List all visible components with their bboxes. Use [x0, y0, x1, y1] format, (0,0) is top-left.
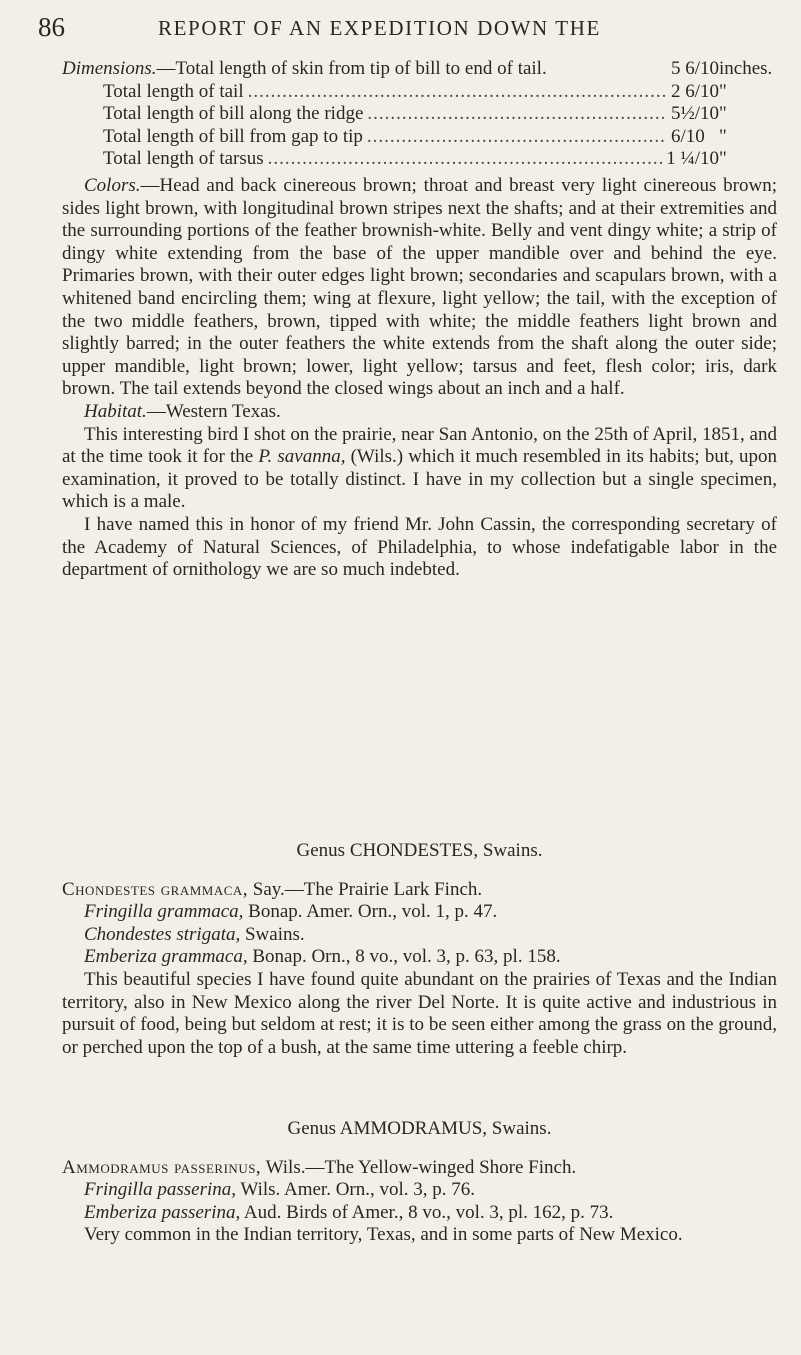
dimension-text: Total length of tarsus: [103, 148, 264, 170]
dimension-text: Total length of bill from gap to tip: [103, 125, 363, 147]
species-description: Very common in the Indian territory, Texas, and in some parts of New Mexico.: [84, 1224, 683, 1246]
synonym-reference: Swains.: [240, 923, 305, 945]
dimension-text: Total length of bill along the ridge: [103, 103, 364, 125]
synonym-reference: Bonap. Orn., 8 vo., vol. 3, p. 63, pl. 158.: [247, 946, 561, 968]
habitat-paragraph: [62, 401, 777, 424]
species-name: Ammodramus passerinus,: [62, 1156, 262, 1178]
synonym-name: Emberiza grammaca,: [84, 946, 248, 968]
dimensions-label: Dimensions.: [62, 58, 157, 79]
page-number: 86: [38, 12, 65, 42]
page-header: [38, 8, 761, 42]
dimensions-table: [62, 58, 777, 171]
dimension-row: [62, 58, 777, 81]
dimension-value: 5 6/10: [670, 58, 719, 79]
dot-leader: [268, 148, 663, 171]
dimension-row: [62, 103, 777, 126]
dimension-value: 5½/10: [670, 103, 719, 125]
habitat-text: —Western Texas.: [146, 400, 281, 422]
synonym-reference: Wils. Amer. Orn., vol. 3, p. 76.: [236, 1179, 476, 1201]
synonym-entry: [84, 946, 777, 969]
species-entry: [62, 879, 777, 902]
dimension-unit: ": [719, 80, 727, 102]
species-name: Chondestes grammaca,: [62, 878, 249, 900]
colors-label: Colors.: [84, 175, 141, 196]
dimension-unit: inches.: [719, 58, 773, 79]
dimension-unit: ": [719, 125, 727, 147]
observation-text-start: This interesting bird I shot on the prairie, near San Antonio, on the 25th of April, 1851, and at the time took it for the: [62, 423, 777, 468]
synonym-name: Fringilla passerina,: [84, 1179, 237, 1201]
synonym-entry: [84, 901, 777, 924]
synonym-name: Emberiza passerina,: [84, 1201, 241, 1223]
colors-text: —Head and back cinereous brown; throat and breast very light cinereous brown; sides light brown, with longitudinal brown stripes next the shafts; and at their extremities and the surrounding portions of the feather brownish-white. Belly and vent dingy white; a strip of dingy white extending from the base of the upper mandible over and behind the eye. Primaries brown, with their outer edges light brown; secondaries and scapulars brown, with a whitened band encircling them; wing at flexure, light yellow; the tail, with the exception of the two middle feathers, brown, tipped with white; the middle feathers light brown and slightly barred; in the outer feathers the white extends from the shaft along the outer side; upper mandible, light brown; lower, light yellow; tarsus and feet, flesh color; iris, dark brown. The tail extends beyond the closed wings about an inch and a half.: [62, 175, 777, 400]
dimension-row: [62, 126, 777, 149]
dimension-row: [62, 148, 777, 171]
dimension-label-row: [62, 58, 547, 81]
dimension-text: Total length of tail: [103, 80, 244, 102]
synonym-name: Chondestes strigata,: [84, 923, 241, 945]
dimension-unit: ": [719, 148, 727, 170]
dimension-value: 1 ¼/10: [666, 148, 719, 170]
synonym-entry: [84, 1202, 777, 1225]
dimension-row: [62, 81, 777, 104]
species-entry: [62, 1157, 777, 1180]
observation-paragraph: [62, 424, 777, 514]
genus-chondestes-section: [62, 840, 777, 1059]
genus-ammodramus-section: [62, 1118, 777, 1247]
genus-heading: Genus AMMODRAMUS, Swains.: [287, 1118, 552, 1139]
genus-heading: Genus CHONDESTES, Swains.: [296, 840, 543, 861]
species-common-name: Wils.—The Yellow-winged Shore Finch.: [261, 1156, 577, 1178]
synonym-reference: Aud. Birds of Amer., 8 vo., vol. 3, pl. 162, p. 73.: [240, 1201, 614, 1223]
dimension-value: 6/10: [671, 125, 705, 147]
species-reference: P. savanna,: [258, 446, 346, 468]
dimension-text: —Total length of skin from tip of bill to end of tail.: [156, 58, 547, 79]
dedication-paragraph: I have named this in honor of my friend Mr. John Cassin, the corresponding secretary of the Academy of Natural Sciences, of Philadelphia, to whose indefatigable labor in the department of ornithology we are so much indebted.: [62, 513, 777, 581]
synonym-entry: [84, 1179, 777, 1202]
synonym-entry: [84, 924, 777, 947]
species-description: This beautiful species I have found quite abundant on the prairies of Texas and the Indian territory, also in New Mexico along the river Del Norte. It is quite active and industrious in pursuit of food, being but seldom at rest; it is to be seen either among the grass on the ground, or perched upon the top of a bush, at the same time uttering a feeble chirp.: [62, 968, 777, 1058]
dot-leader: [367, 103, 667, 126]
synonym-reference: Bonap. Amer. Orn., vol. 1, p. 47.: [243, 901, 498, 923]
observation-text-end: (Wils.) which it much resembled in its habits; but, upon examination, it proved to be totally distinct. I have in my collection but a single specimen, which is a male.: [62, 446, 778, 513]
colors-paragraph: [62, 175, 777, 401]
dimension-unit: ": [719, 103, 727, 125]
dimension-value: 2 6/10: [670, 80, 719, 102]
dot-leader: [367, 126, 667, 149]
description-section: [62, 175, 777, 582]
species-common-name: Say.—The Prairie Lark Finch.: [248, 878, 483, 900]
dot-leader: [248, 81, 667, 104]
synonym-name: Fringilla grammaca,: [84, 901, 244, 923]
running-head: REPORT OF AN EXPEDITION DOWN THE: [158, 16, 601, 40]
habitat-label: Habitat.: [84, 400, 147, 422]
